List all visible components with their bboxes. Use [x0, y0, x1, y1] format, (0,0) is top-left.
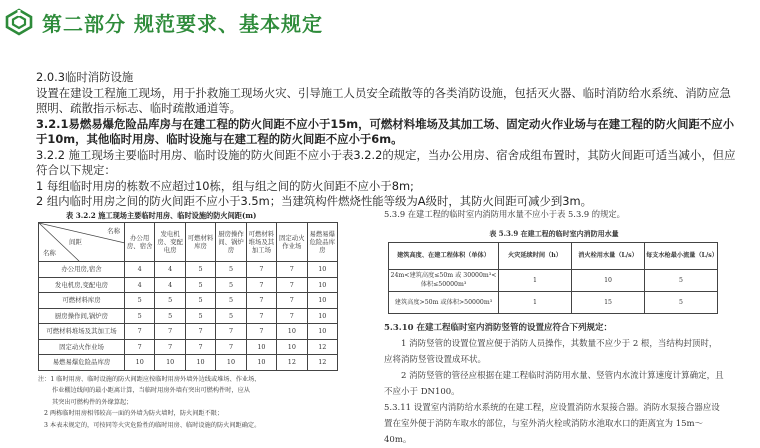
table-cell: 7 — [155, 324, 185, 340]
table-row — [39, 324, 338, 340]
table-cell: 5 — [185, 308, 215, 324]
table-row — [39, 339, 338, 355]
table-cell: 12 — [307, 339, 337, 355]
table-cell: 4 — [125, 277, 155, 293]
table-cell: 7 — [246, 277, 276, 293]
table-caption: 表 3.2.2 施工现场主要临时用房、临时设施的防火间距(m) — [66, 211, 257, 220]
clause-3-2-2: 3.2.2 施工现场主要临时用房、临时设施的防火间距不应小于表3.2.2的规定，当办公用房、宿舍成组布置时，其防火间距可适当减小，但应符合以下规定： — [36, 147, 736, 177]
table-row — [39, 308, 338, 324]
column-header: 厨房操作间、锅炉房 — [216, 223, 246, 262]
table-cell: 4 — [125, 262, 155, 278]
table-body — [39, 262, 338, 371]
table-note: 注：1 临时用房、临时设施的防火间距应按临时用房外墙外边线或堆场、作业场、 — [38, 375, 261, 383]
table-cell: 5 — [645, 269, 718, 291]
table-cell: 10 — [246, 339, 276, 355]
column-header: 每支水枪最小流量（L/s） — [645, 242, 718, 269]
column-header: 建筑高度、在建工程体积（单体） — [389, 242, 499, 269]
page-header — [4, 4, 323, 40]
row-name-cell: 厨房操作间,锅炉房 — [39, 308, 125, 324]
fire-spacing-table — [38, 222, 338, 371]
spec-5-3-image — [384, 208, 724, 448]
table-cell: 15 — [572, 291, 645, 313]
table-cell: 10 — [307, 293, 337, 309]
table-cell: 建筑高度>50m 或体积>50000m³ — [389, 291, 499, 313]
table-cell: 12 — [277, 355, 307, 371]
table-cell: 7 — [246, 308, 276, 324]
row-name-cell: 易燃易爆危险品库房 — [39, 355, 125, 371]
table-cell: 10 — [185, 355, 215, 371]
corner-mid-label: 间距 — [69, 238, 82, 246]
table-row — [39, 293, 338, 309]
table-cell: 12 — [307, 355, 337, 371]
table-cell: 24m<建筑高度≤50m 或 30000m³<体积≤50000m³ — [389, 269, 499, 291]
column-header: 固定动火作业场 — [277, 223, 307, 262]
clause-5-3-11: 5.3.11 设置室内消防给水系统的在建工程，应设置消防水泵接合器。消防水泵接合器应设置在室外便于消防车取水的部位，与室外消火栓或消防水池取水口的距离宜为 15m～40m。 — [384, 402, 720, 445]
table-cell: 10 — [572, 269, 645, 291]
rule-item-2: 2 组内临时用房之间的防火间距不应小于3.5m；当建筑构件燃烧性能等级为A级时，其防火间距可减少到3m。 — [36, 194, 593, 208]
table-cell: 10 — [277, 339, 307, 355]
table-cell: 1 — [499, 291, 572, 313]
row-name-cell: 发电机房,变配电房 — [39, 277, 125, 293]
clause-5-3-10: 5.3.10 在建工程临时室内消防竖管的设置应符合下列规定： — [384, 322, 613, 333]
clause-body — [384, 320, 724, 448]
clause-sub-item: 2 消防竖管的管径应根据在建工程临时消防用水量、竖管内水流计算速度计算确定，且不应小于 DN100。 — [384, 370, 724, 397]
table-cell: 7 — [246, 262, 276, 278]
section-text: 设置在建设工程施工现场，用于扑救施工现场火灾、引导施工人员安全疏散等的各类消防设施，包括灭火器、临时消防给水系统、消防应急照明、疏散指示标志、临时疏散通道等。 — [36, 85, 731, 115]
row-name-cell: 可燃材料库房 — [39, 293, 125, 309]
row-name-cell: 办公用房,宿舍 — [39, 262, 125, 278]
table-cell: 7 — [277, 308, 307, 324]
table-cell: 5 — [125, 293, 155, 309]
table-cell: 10 — [246, 355, 276, 371]
column-header: 火灾延续时间（h） — [499, 242, 572, 269]
table-cell: 4 — [155, 262, 185, 278]
column-header: 办公用房、宿舍 — [125, 223, 155, 262]
page-title: 第二部分 规范要求、基本规定 — [42, 11, 323, 36]
table-cell: 5 — [216, 293, 246, 309]
column-header: 易燃易爆危险品库房 — [307, 223, 337, 262]
table-cell: 10 — [155, 355, 185, 371]
table-note: 3 本表未规定的，可按同等火灾危险性的临时用房、临时设施的防火间距确定。 — [44, 421, 261, 429]
table-cell: 10 — [307, 324, 337, 340]
table-cell: 10 — [125, 355, 155, 371]
table-note: 2 两栋临时用房相邻较高一面的外墙为防火墙时，防火间距不限； — [44, 410, 224, 417]
table-cell: 5 — [216, 262, 246, 278]
table-row — [39, 355, 338, 371]
rule-item-1: 1 每组临时用房的栋数不应超过10栋，组与组之间的防火间距不应小于8m; — [36, 178, 414, 193]
table-cell: 7 — [155, 339, 185, 355]
table-cell: 5 — [216, 308, 246, 324]
table-cell: 7 — [277, 262, 307, 278]
clause-sub-item: 1 消防竖管的设置位置应便于消防人员操作，其数量不应少于 2 根，当结构封顶时，应将消防竖管设置成环状。 — [384, 338, 718, 365]
table-cell: 7 — [125, 324, 155, 340]
table-cell: 5 — [185, 262, 215, 278]
table-cell: 10 — [307, 262, 337, 278]
table-cell: 7 — [277, 293, 307, 309]
table-row — [39, 277, 338, 293]
table-cell: 5 — [155, 308, 185, 324]
table-cell: 7 — [277, 277, 307, 293]
corner-top-label: 名称 — [107, 227, 120, 235]
table-cell: 5 — [216, 277, 246, 293]
column-header: 可燃材料库房 — [185, 223, 215, 262]
table-cell: 5 — [185, 277, 215, 293]
clause-3-2-1: 3.2.1易燃易爆危险品库房与在建工程的防火间距不应小于15m，可燃材料堆场及其加工场、固定动火作业场与在建工程的防火间距不应小于10m，其他临时用房、临时设施与在建工程的防火间距不应小于6m。 — [36, 116, 735, 146]
row-name-cell: 可燃材料堆场及其加工场 — [39, 324, 125, 340]
table-cell: 10 — [216, 355, 246, 371]
table-3-2-2-image — [38, 209, 338, 441]
table-cell: 4 — [155, 277, 185, 293]
column-header: 消火栓用水量（L/s） — [572, 242, 645, 269]
table-cell: 7 — [125, 339, 155, 355]
table-cell: 7 — [216, 339, 246, 355]
corner-bottom-label: 名称 — [43, 249, 56, 257]
table-cell: 5 — [125, 308, 155, 324]
table-row — [389, 291, 718, 313]
table-note: 作业棚边线间的最小距离计算，当临时用房外墙有突出可燃构件时，应从 — [52, 387, 250, 394]
table-cell: 10 — [307, 308, 337, 324]
column-header: 可燃材料堆场及其加工场 — [246, 223, 276, 262]
main-text — [36, 70, 742, 210]
column-header: 发电机房、变配电房 — [155, 223, 185, 262]
row-name-cell: 固定动火作业场 — [39, 339, 125, 355]
table-cell: 10 — [277, 324, 307, 340]
table-cell: 7 — [216, 324, 246, 340]
table-row — [389, 269, 718, 291]
clause-5-3-9: 5.3.9 在建工程的临时室内消防用水量不应小于表 5.3.9 的规定。 — [384, 209, 625, 219]
table-row — [39, 262, 338, 278]
table-5-3-9-caption: 表 5.3.9 在建工程的临时室内消防用水量 — [489, 228, 619, 238]
table-cell: 10 — [307, 277, 337, 293]
table-corner-header — [39, 223, 125, 262]
table-note: 其突出可燃构件的外缘算起； — [52, 398, 133, 406]
water-usage-table — [388, 242, 718, 314]
table-cell: 5 — [645, 291, 718, 313]
table-cell: 7 — [185, 339, 215, 355]
table-cell: 1 — [499, 269, 572, 291]
table-cell: 7 — [185, 324, 215, 340]
company-logo-icon — [4, 7, 34, 37]
table-cell: 5 — [185, 293, 215, 309]
table-cell: 5 — [155, 293, 185, 309]
table-notes — [38, 374, 338, 432]
table-cell: 7 — [246, 293, 276, 309]
section-heading: 2.0.3临时消防设施 — [36, 70, 134, 84]
table-cell: 7 — [246, 324, 276, 340]
